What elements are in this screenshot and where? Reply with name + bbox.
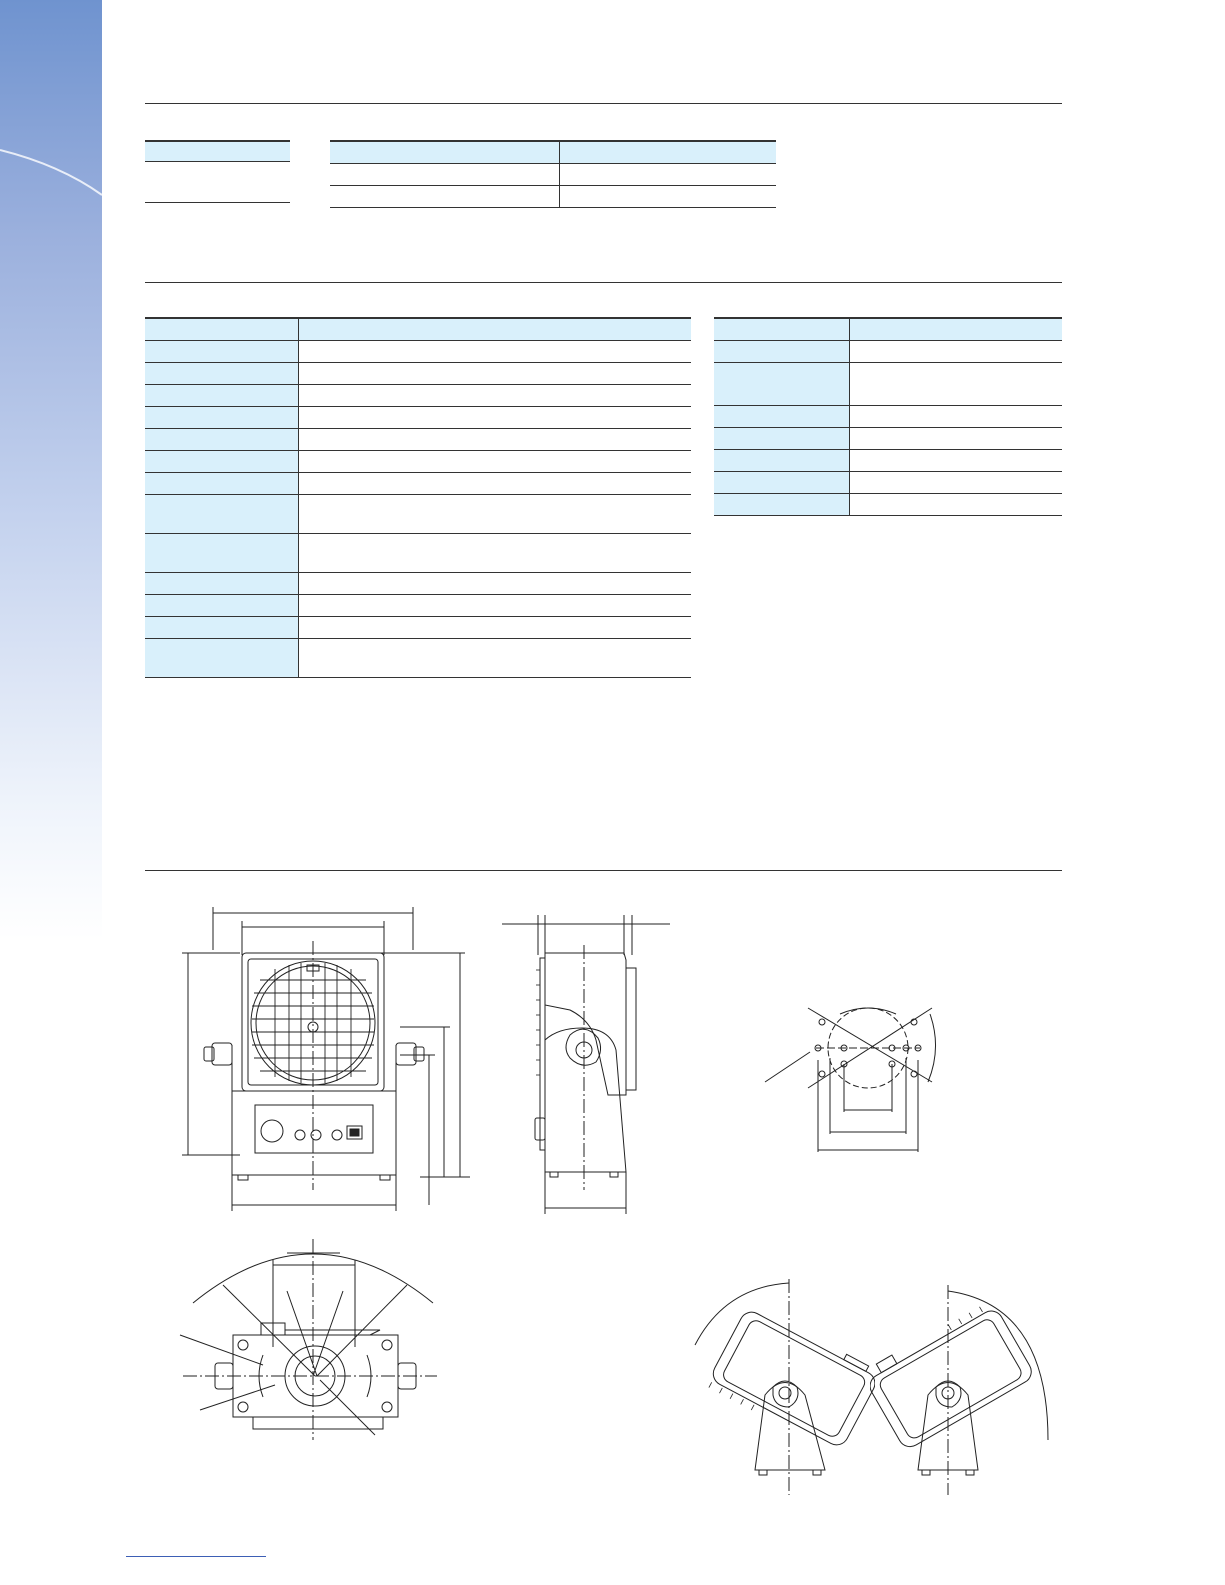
spec-header-value	[298, 318, 691, 341]
spec-key	[714, 341, 849, 363]
options-cell	[330, 186, 559, 208]
front-view-drawing	[180, 905, 470, 1220]
sidebar-decoration	[0, 0, 102, 940]
spec-key	[145, 451, 298, 473]
spec-header-key	[145, 318, 298, 341]
spec-key	[145, 341, 298, 363]
spec-table-right	[714, 317, 1062, 516]
footer-link-underline	[126, 1556, 266, 1557]
spec-value	[298, 595, 691, 617]
spec-key	[145, 534, 298, 573]
options-cell	[559, 186, 776, 208]
spec-value	[298, 534, 691, 573]
spec-value	[298, 639, 691, 678]
spec-table-left	[145, 317, 691, 678]
tilt-forward-drawing	[685, 1275, 875, 1500]
mounting-hole-pattern-drawing	[760, 1000, 950, 1160]
model-table-cell	[145, 162, 290, 203]
spec-value	[849, 341, 1062, 363]
spec-value	[849, 450, 1062, 472]
spec-value	[849, 472, 1062, 494]
spec-key	[714, 428, 849, 450]
options-table	[330, 140, 776, 208]
options-cell	[559, 164, 776, 186]
spec-value	[298, 341, 691, 363]
model-table	[145, 140, 290, 203]
spec-value	[298, 451, 691, 473]
section-rule-2	[145, 282, 1062, 283]
options-header-2	[559, 141, 776, 164]
spec-key	[145, 473, 298, 495]
spec-value	[298, 573, 691, 595]
spec-value	[849, 363, 1062, 406]
spec-key	[714, 494, 849, 516]
section-rule-1	[145, 103, 1062, 104]
spec-value	[298, 407, 691, 429]
spec-key	[145, 385, 298, 407]
spec-key	[714, 406, 849, 428]
tilt-back-drawing	[870, 1275, 1065, 1500]
spec-value	[298, 495, 691, 534]
top-view-angle-drawing	[175, 1235, 450, 1445]
spec-key	[714, 363, 849, 406]
options-header-1	[330, 141, 559, 164]
spec-value	[298, 473, 691, 495]
spec-key	[714, 472, 849, 494]
side-view-drawing	[500, 910, 675, 1220]
spec-key	[145, 429, 298, 451]
spec-value	[298, 363, 691, 385]
spec-header-key	[714, 318, 849, 341]
spec-key	[145, 363, 298, 385]
options-cell	[330, 164, 559, 186]
spec-value	[298, 385, 691, 407]
spec-key	[145, 407, 298, 429]
spec-key	[145, 495, 298, 534]
spec-value	[849, 494, 1062, 516]
section-rule-3	[145, 870, 1062, 871]
spec-value	[298, 429, 691, 451]
spec-key	[714, 450, 849, 472]
spec-value	[298, 617, 691, 639]
spec-header-value	[849, 318, 1062, 341]
spec-key	[145, 573, 298, 595]
model-table-header	[145, 141, 290, 162]
spec-value	[849, 406, 1062, 428]
spec-key	[145, 639, 298, 678]
spec-key	[145, 617, 298, 639]
spec-value	[849, 428, 1062, 450]
spec-key	[145, 595, 298, 617]
